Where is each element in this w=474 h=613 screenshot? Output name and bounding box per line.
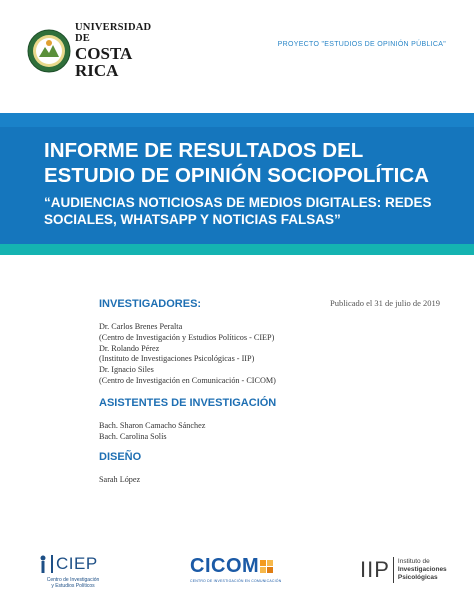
investigator-line: Dr. Carlos Brenes Peralta xyxy=(99,322,183,331)
ucr-name-line2: COSTA RICA xyxy=(75,44,132,80)
report-title-line1: INFORME DE RESULTADOS DEL xyxy=(44,139,364,162)
investigator-line: (Instituto de Investigaciones Psicológicas - IIP) xyxy=(99,354,255,364)
assistant-line: Bach. Sharon Camacho Sánchez xyxy=(99,421,206,430)
ciep-divider xyxy=(51,555,53,573)
iip-wordmark: IIP xyxy=(360,557,390,582)
cicom-logo xyxy=(190,555,285,583)
designer-line: Sarah López xyxy=(99,475,141,484)
report-subtitle xyxy=(44,194,432,228)
cicom-subtitle: CENTRO DE INVESTIGACIÓN EN COMUNICACIÓN xyxy=(190,579,282,583)
ciep-logo xyxy=(38,553,108,589)
investigator-line: Dr. Ignacio Siles xyxy=(99,365,154,375)
assistants-heading: ASISTENTES DE INVESTIGACIÓN xyxy=(99,397,277,409)
report-subtitle-line2: SOCIALES, WHATSAPP Y NOTICIAS FALSAS” xyxy=(44,212,341,227)
project-label: PROYECTO "ESTUDIOS DE OPINIÓN PÚBLICA" xyxy=(277,41,446,48)
ciep-subtitle-line1: Centro de Investigación xyxy=(46,577,100,583)
assistants-list xyxy=(99,421,205,443)
investigator-line: Dr. Rolando Pérez xyxy=(99,343,160,353)
report-title-line2: ESTUDIO DE OPINIÓN SOCIOPOLÍTICA xyxy=(44,164,429,187)
iip-divider xyxy=(393,557,394,583)
design-list xyxy=(99,475,140,486)
ciep-subtitle xyxy=(38,577,108,589)
report-subtitle-line1: “AUDIENCIAS NOTICIOSAS DE MEDIOS DIGITALES: REDES xyxy=(44,195,432,210)
iip-subtitle-line2: Investigaciones xyxy=(397,566,447,573)
publication-date: Publicado el 31 de julio de 2019 xyxy=(330,298,441,308)
iip-subtitle-line1: Instituto de xyxy=(397,558,430,565)
ucr-logo xyxy=(27,22,152,80)
ucr-wordmark xyxy=(75,23,152,79)
assistant-line: Bach. Carolina Solís xyxy=(99,431,167,441)
iip-subtitle-line3: Psicológicas xyxy=(397,574,438,581)
title-band-teal-stripe xyxy=(0,244,474,255)
ucr-seal-icon xyxy=(27,29,71,73)
ciep-figure-icon xyxy=(38,555,48,573)
investigator-line: (Centro de Investigación y Estudios Políticos - CIEP) xyxy=(99,332,275,342)
iip-logo xyxy=(360,557,447,583)
cicom-wordmark: CICOM xyxy=(190,555,260,577)
ciep-subtitle-line2: y Estudios Políticos xyxy=(51,583,95,589)
investigators-heading: INVESTIGADORES: xyxy=(99,298,202,310)
cicom-squares-icon xyxy=(260,560,273,573)
design-heading: DISEÑO xyxy=(99,451,142,463)
title-band-top-stripe xyxy=(0,113,474,127)
investigators-list xyxy=(99,322,276,387)
ucr-name-line1: UNIVERSIDAD DE xyxy=(75,22,152,44)
report-title xyxy=(44,138,429,188)
investigator-line: (Centro de Investigación en Comunicación - CICOM) xyxy=(99,375,276,385)
iip-subtitle xyxy=(398,558,447,582)
ciep-wordmark: CIEP xyxy=(56,554,98,573)
